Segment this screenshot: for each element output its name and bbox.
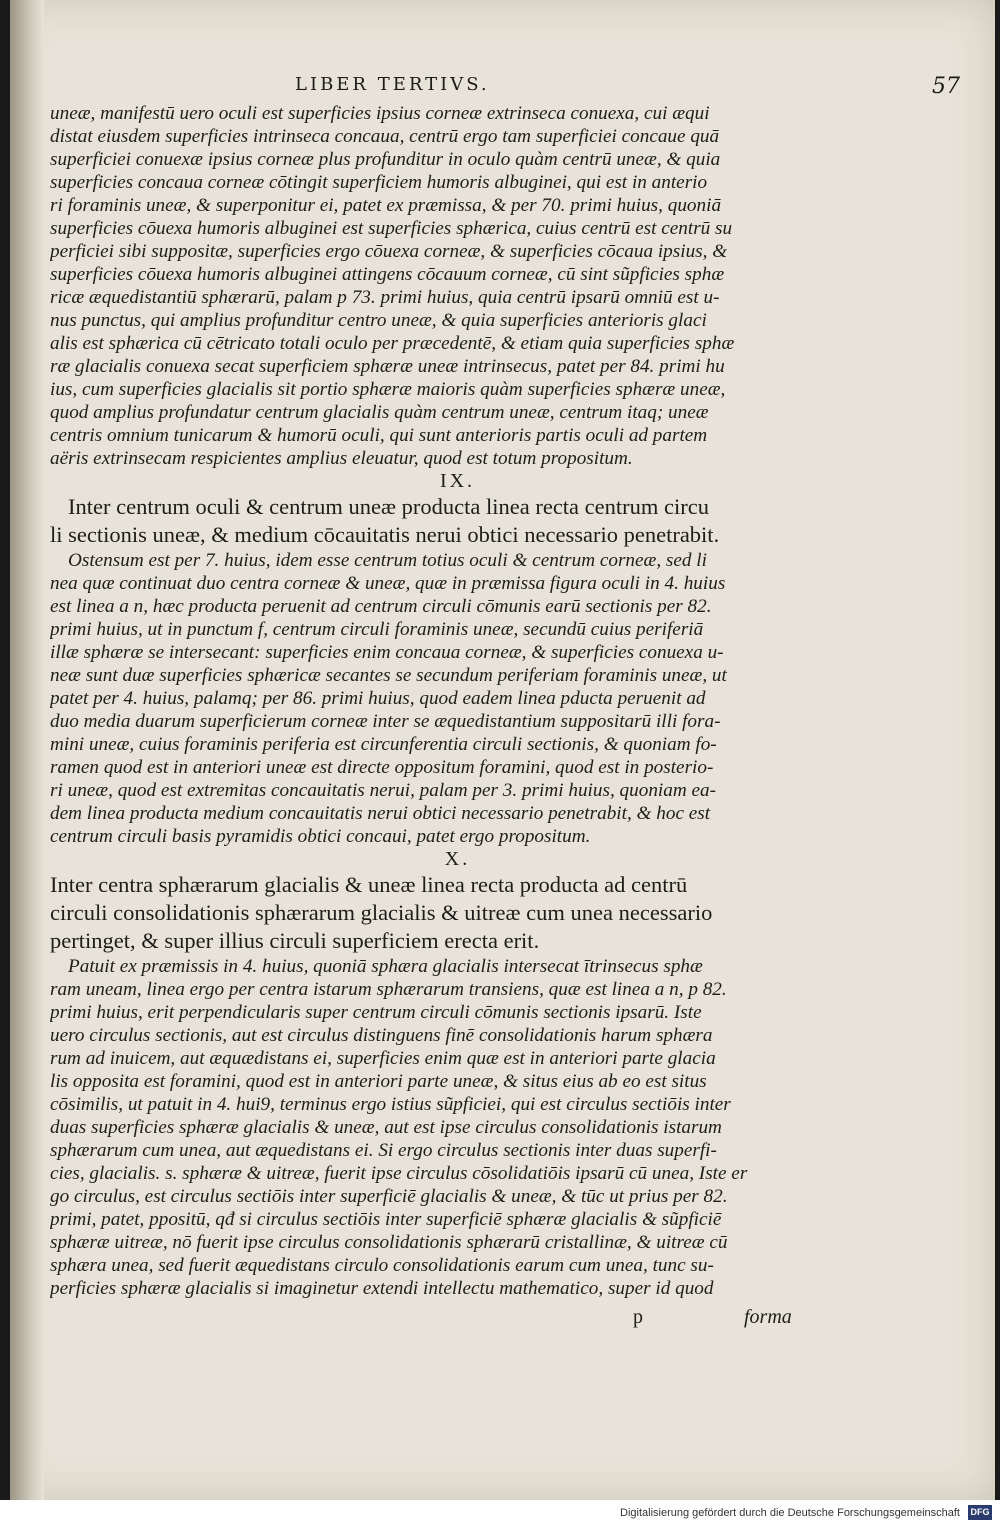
- footer-bar: [0, 1500, 1000, 1527]
- text-line: Patuit ex præmissis in 4. huius, quoniā sphæra glacialis intersecat ītrinsecus sphæ: [68, 956, 703, 977]
- catchword: forma: [744, 1306, 792, 1328]
- text-line: quod amplius profundatur centrum glacialis quàm centrum uneæ, centrum itaq; uneæ: [50, 402, 709, 423]
- paragraph-1: [50, 102, 785, 470]
- text-line: nus punctus, qui amplius profunditur centro uneæ, & quia superficies anterioris glaci: [50, 310, 707, 331]
- catchword-line: [50, 1300, 792, 1330]
- text-line: alis est sphærica cū cētricato totali oculo per præcedentē, & etiam quia superficies sphæ: [50, 333, 735, 354]
- text-line: illæ sphæræ se intersecant: superficies enim concaua corneæ, & superficies conuexa u-: [50, 642, 724, 663]
- text-line: pertinget, & super illius circuli superficiem erecta erit.: [50, 928, 540, 953]
- text-line: primi huius, ut in punctum f, centrum circuli foraminis uneæ, secundū cuius periferiā: [50, 619, 704, 640]
- paragraph-2: [50, 549, 785, 848]
- page-gutter: [10, 0, 44, 1500]
- text-line: Inter centrum oculi & centrum uneæ producta linea recta centrum circu: [68, 494, 709, 519]
- signature-mark: p: [633, 1306, 643, 1328]
- text-line: ius, cum superficies glacialis sit portio sphæræ maioris quàm superficies sphæræ uneæ,: [50, 379, 726, 400]
- paragraph-3: [50, 955, 785, 1300]
- dfg-logo-icon: DFG: [968, 1505, 992, 1520]
- text-line: ricæ æquedistantiū sphærarū, palam p 73. primi huius, quia centrū ipsarū omniū est u-: [50, 287, 720, 308]
- text-line: ri foraminis uneæ, & superponitur ei, patet ex præmissa, & per 70. primi huius, quoniā: [50, 195, 722, 216]
- text-line: perficies sphæræ glacialis si imaginetur extendi intellectu mathematico, super id quod: [50, 1278, 714, 1299]
- text-line: mini uneæ, cuius foraminis periferia est circunferentia circuli sectionis, & quoniam fo-: [50, 734, 717, 755]
- page-number: 57: [932, 74, 960, 99]
- text-line: go circulus, est circulus sectiōis inter superficiē glacialis & uneæ, & tūc ut prius per 82.: [50, 1186, 728, 1207]
- text-line: sphærarum cum unea, aut æquedistans ei. Si ergo circulus sectionis inter duas superfi-: [50, 1140, 717, 1161]
- text-line: perficiei sibi suppositæ, superficies ergo cōuexa corneæ, & superficies cōcaua ipsius, &: [50, 241, 728, 262]
- text-line: superficiei conuexæ ipsius corneæ plus profunditur in oculo quàm centrū uneæ, & quia: [50, 149, 721, 170]
- text-line: dem linea producta medium concauitatis nerui obtici necessario penetrabit, & hoc est: [50, 803, 711, 824]
- funding-credit: Digitalisierung gefördert durch die Deutsche Forschungsgemeinschaft: [620, 1507, 960, 1519]
- text-line: ri uneæ, quod est extremitas concauitatis nerui, palam per 3. primi huius, quoniam ea-: [50, 780, 716, 801]
- text-line: cies, glacialis. s. sphæræ & uitreæ, fuerit ipse circulus cōsolidatiōis ipsarū cū unea, Iste er: [50, 1163, 748, 1184]
- section-numeral-x: X.: [444, 848, 471, 870]
- running-title: LIBER TERTIVS.: [295, 74, 490, 95]
- text-line: neæ sunt duæ superficies sphæricæ secantes se secundum periferiam foraminis uneæ, ut: [50, 665, 727, 686]
- text-line: uero circulus sectionis, aut est circulus distinguens finē consolidationis harum sphæra: [50, 1025, 713, 1046]
- text-line: ramen quod est in anteriori uneæ est directe oppositum foramini, quod est in posterio-: [50, 757, 714, 778]
- text-line: distat eiusdem superficies intrinseca concaua, centrū ergo tam superficiei concaue quā: [50, 126, 720, 147]
- running-head: [10, 70, 995, 100]
- text-line: aëris extrinsecam respicientes amplius eleuatur, quod est totum propositum.: [50, 448, 633, 469]
- text-line: ram uneam, linea ergo per centra istarum sphærarum transiens, quæ est linea a n, p 82.: [50, 979, 727, 1000]
- text-line: lis opposita est foramini, quod est in anteriori parte uneæ, & situs eius ab eo est situs: [50, 1071, 707, 1092]
- text-line: ræ glacialis conuexa secat superficiem sphæræ uneæ intrinsecus, patet per 84. primi hu: [50, 356, 725, 377]
- text-line: sphæra unea, sed fuerit æquedistans circulo consolidationis earum cum unea, tunc su-: [50, 1255, 714, 1276]
- text-block: [50, 102, 792, 1330]
- text-line: rum ad inuicem, aut æquædistans ei, superficies enim quæ est in anteriori parte glacia: [50, 1048, 716, 1069]
- text-line: primi huius, erit perpendicularis super centrum circuli cōmunis sectionis ipsarū. Iste: [50, 1002, 702, 1023]
- section-numeral-ix: IX.: [439, 470, 476, 492]
- text-line: patet per 4. huius, palamq; per 86. primi huius, quod eadem linea pducta peruenit ad: [50, 688, 706, 709]
- text-line: uneæ, manifestū uero oculi est superficies ipsius corneæ extrinseca conuexa, cui æqui: [50, 103, 710, 124]
- text-line: superficies cōuexa humoris albuginei attingens cōcauum corneæ, cū sint sũpficies sphæ: [50, 264, 725, 285]
- text-line: duo media duarum superficierum corneæ inter se æquedistantium suppositarū illi fora-: [50, 711, 721, 732]
- text-line: primi, patet, ppositū, qđ si circulus sectiōis inter superficiē sphæræ glacialis & sũpficiē: [50, 1209, 722, 1230]
- text-line: cōsimilis, ut patuit in 4. hui9, terminus ergo istius sũpficiei, qui est circulus sectiōis inter: [50, 1094, 731, 1115]
- text-line: circuli consolidationis sphærarum glacialis & uitreæ cum unea necessario: [50, 900, 713, 925]
- proposition-ix: [50, 493, 785, 549]
- proposition-x: [50, 871, 785, 955]
- text-line: centris omnium tunicarum & humorū oculi, qui sunt anterioris partis oculi ad partem: [50, 425, 708, 446]
- text-line: Ostensum est per 7. huius, idem esse centrum totius oculi & centrum corneæ, sed li: [68, 550, 707, 571]
- book-page: [10, 0, 995, 1500]
- text-line: nea quæ continuat duo centra corneæ & uneæ, quæ in præmissa figura oculi in 4. huius: [50, 573, 726, 594]
- text-line: li sectionis uneæ, & medium cōcauitatis nerui obtici necessario penetrabit.: [50, 522, 720, 547]
- text-line: Inter centra sphærarum glacialis & uneæ linea recta producta ad centrū: [50, 872, 688, 897]
- text-line: duas superficies sphæræ glacialis & uneæ, aut est ipse circulus consolidationis istarum: [50, 1117, 722, 1138]
- text-line: centrum circuli basis pyramidis obtici concaui, patet ergo propositum.: [50, 826, 591, 847]
- text-line: sphæræ uitreæ, nō fuerit ipse circulus consolidationis sphærarū cristallinæ, & uitreæ cū: [50, 1232, 728, 1253]
- text-line: est linea a n, hæc producta peruenit ad centrum circuli cōmunis earū sectionis per 82.: [50, 596, 712, 617]
- text-line: superficies cōuexa humoris albuginei est superficies sphærica, cuius centrū est centrū su: [50, 218, 733, 239]
- text-line: superficies concaua corneæ cōtingit superficiem humoris albuginei, qui est in anterio: [50, 172, 708, 193]
